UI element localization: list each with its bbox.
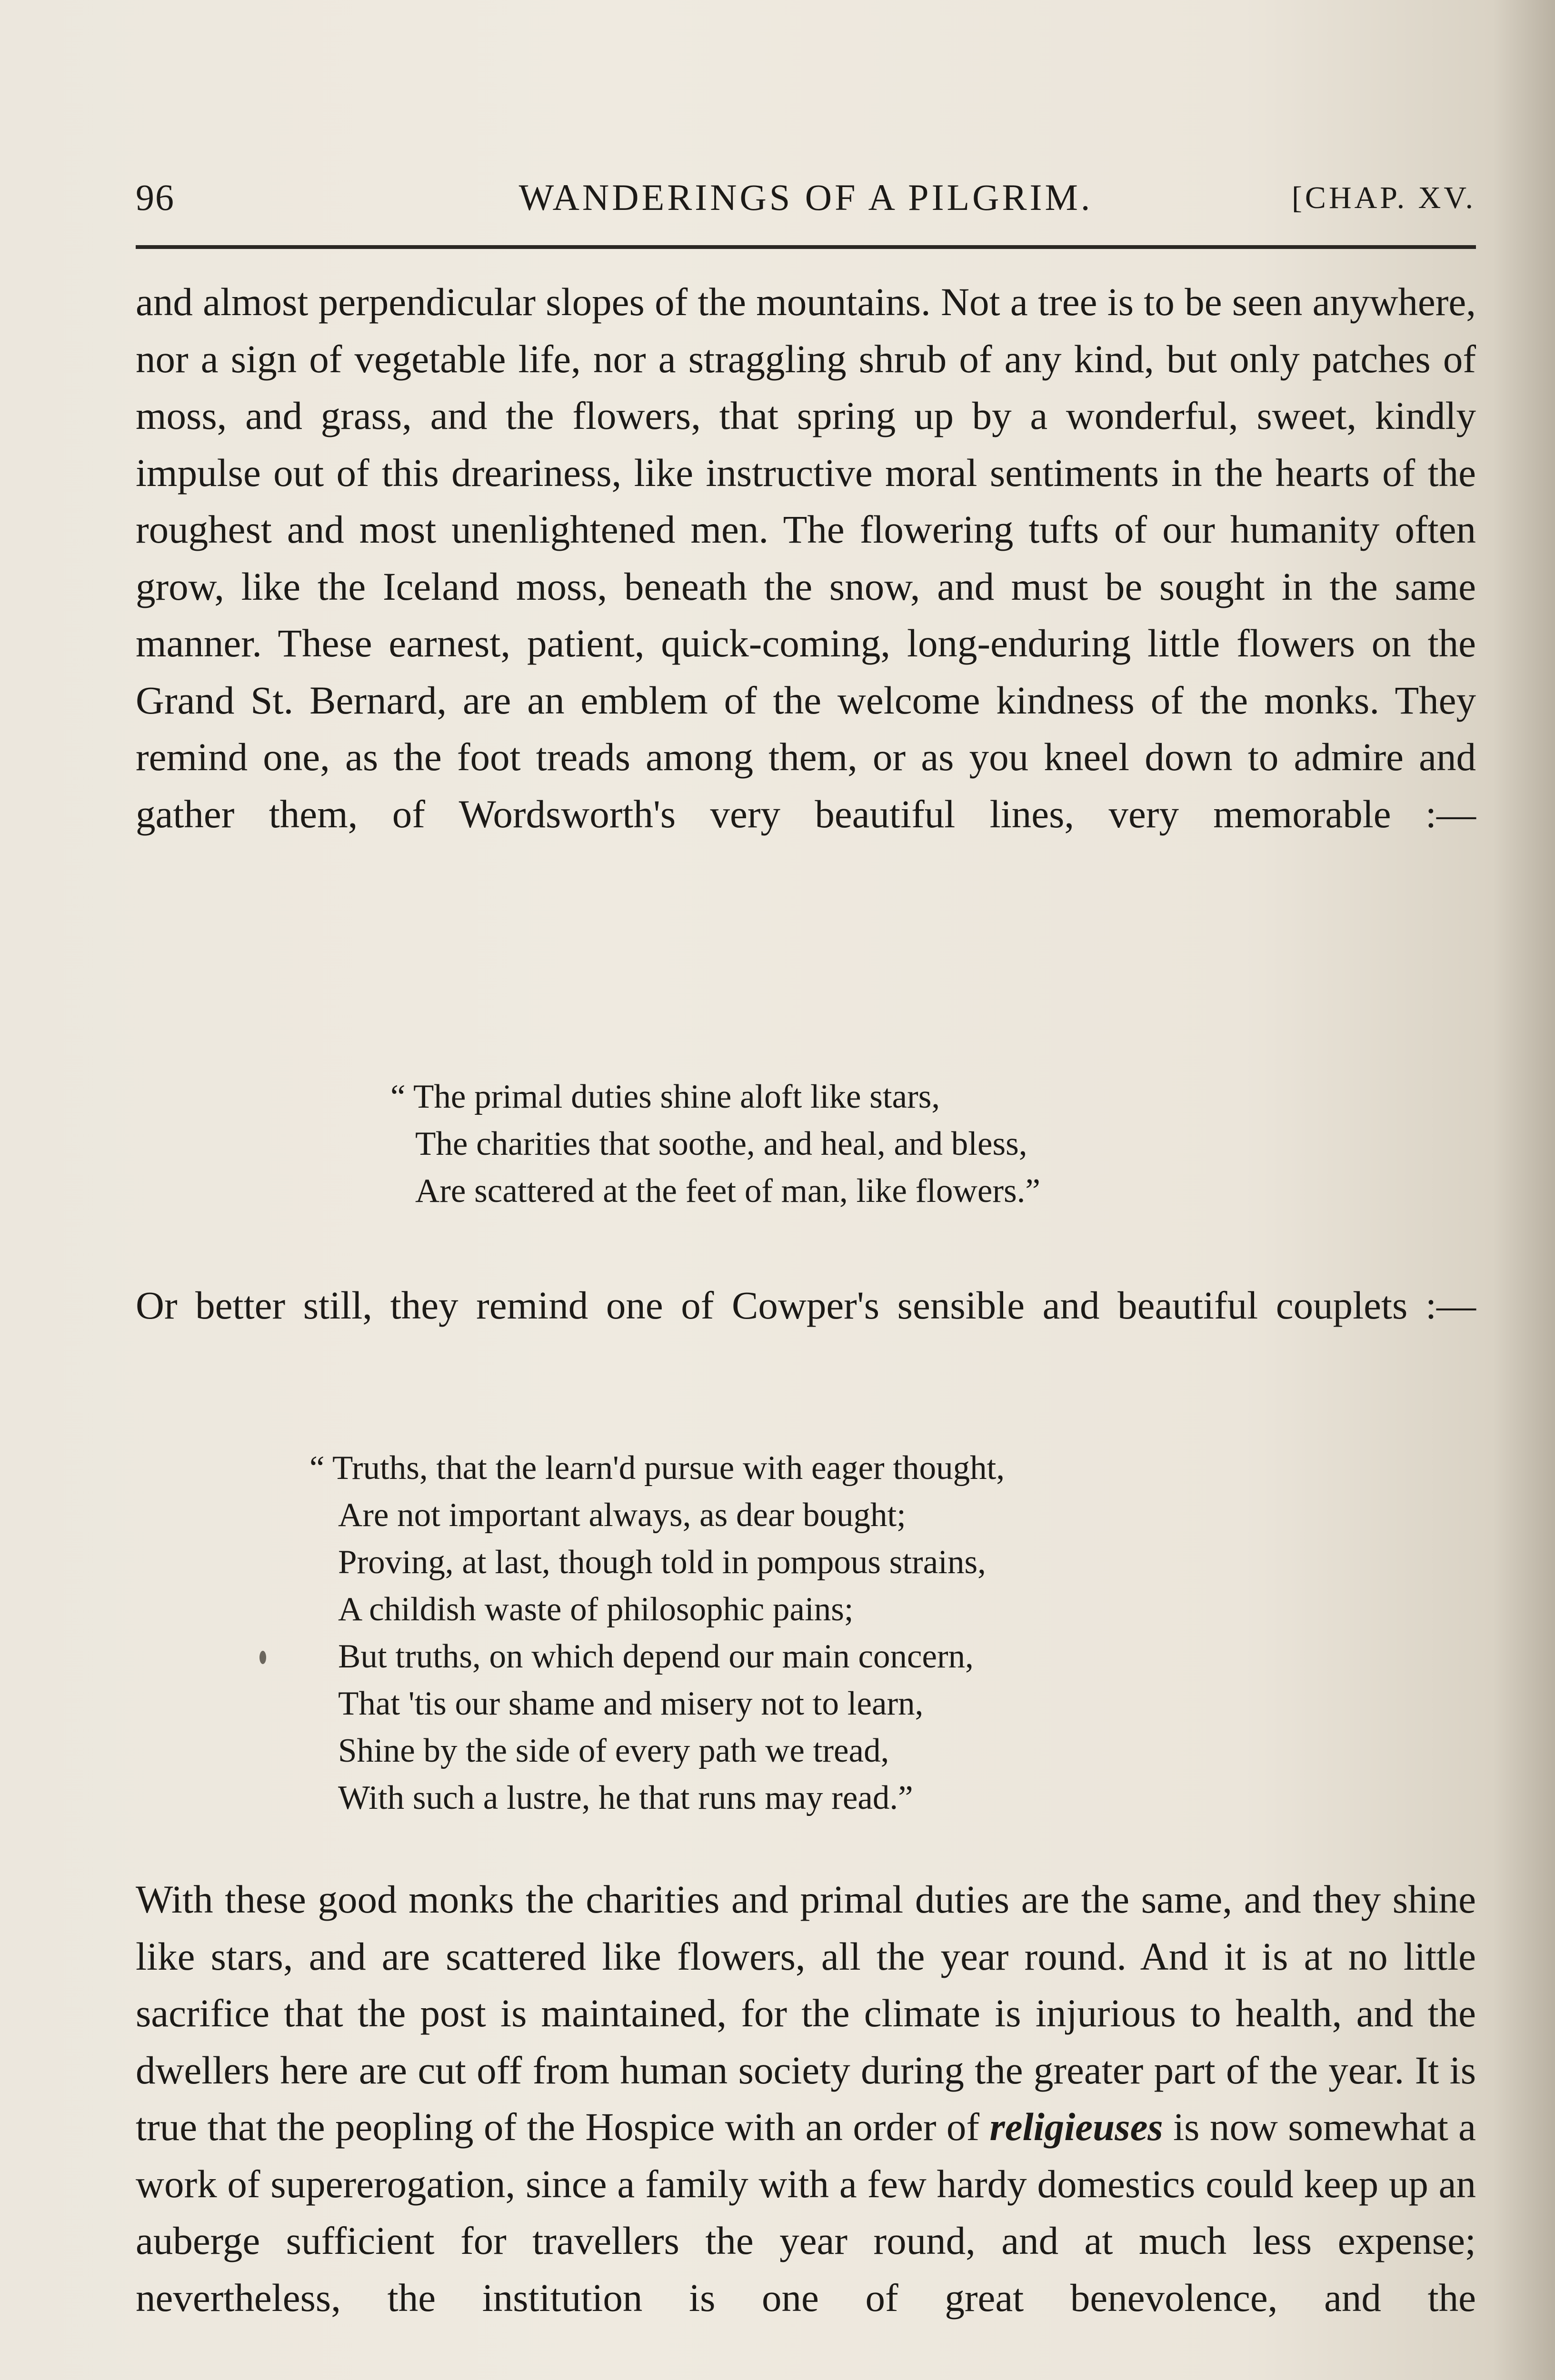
paragraph-1: and almost perpendicular slopes of the mountains. Not a tree is to be seen anywhere, nor a sign of vegetable life, nor a straggling shrub of any kind, but only patches of moss, and grass, and the flowers, that spring up by a wonderful, sweet, kindly impulse out of this dreariness, like instructive moral sentiments in the hearts of the roughest and most unenlightened men. The flowering tufts of our humanity often grow, like the Iceland moss, beneath the snow, and must be sought in the same manner. These earnest, patient, quick-coming, long-enduring little flowers on the Grand St. Bernard, are an emblem of the welcome kindness of the monks. They remind one, as the foot treads among them, or as you kneel down to admire and gather them, of Wordsworth's very beautiful lines, very memorable :— — [136, 280, 1476, 836]
quote-line: The charities that soothe, and heal, and bless, — [415, 1125, 1027, 1162]
page-number: 96 — [136, 177, 175, 218]
wordsworth-quote — [390, 1073, 1040, 1215]
quote-line: That 'tis our shame and misery not to learn, — [338, 1685, 924, 1722]
italic-term: religieuses — [989, 2105, 1163, 2149]
running-title: WANDERINGS OF A PILGRIM. — [518, 177, 1093, 218]
quote-line: With such a lustre, he that runs may read.” — [338, 1779, 913, 1816]
cowper-quote — [309, 1445, 1005, 1822]
quote-line: Shine by the side of every path we tread, — [338, 1732, 889, 1769]
paragraph-3-text-b: is now somewhat a work of supererogation, since a family with a few hardy domestics could keep up an auberge sufficient for travellers the year round, and at much less expense; nevertheless, the institution is one of great benevolence, and the — [136, 2105, 1476, 2320]
ink-speck — [259, 1651, 266, 1664]
quote-line: Are not important always, as dear bought; — [338, 1497, 906, 1534]
paragraph-2: Or better still, they remind one of Cowper's sensible and beautiful couplets :— — [136, 1283, 1476, 1327]
quote-line: A childish waste of philosophic pains; — [338, 1591, 854, 1628]
header-rule — [136, 245, 1476, 249]
quote-line: But truths, on which depend our main concern, — [338, 1638, 974, 1675]
running-head — [136, 176, 1476, 228]
quote-line: Proving, at last, though told in pompous strains, — [338, 1544, 986, 1581]
paragraph-3 — [136, 1871, 1476, 2326]
quote-line: “ Truths, that the learn'd pursue with eager thought, — [309, 1449, 1005, 1487]
quote-line: “ The primal duties shine aloft like stars, — [390, 1078, 940, 1115]
quote-line: Are scattered at the feet of man, like flowers.” — [415, 1172, 1040, 1210]
paragraph-3-text-a: With these good monks the charities and primal duties are the same, and they shine like stars, and are scattered like flowers, all the year round. And it is at no little sacrifice that the post is maintained, for the climate is injurious to health, and the dwellers here are cut off from human society during the greater part of the year. It is true that the peopling of the Hospice with an order of — [136, 1877, 1476, 2149]
chapter-label: [CHAP. XV. — [1291, 180, 1476, 215]
